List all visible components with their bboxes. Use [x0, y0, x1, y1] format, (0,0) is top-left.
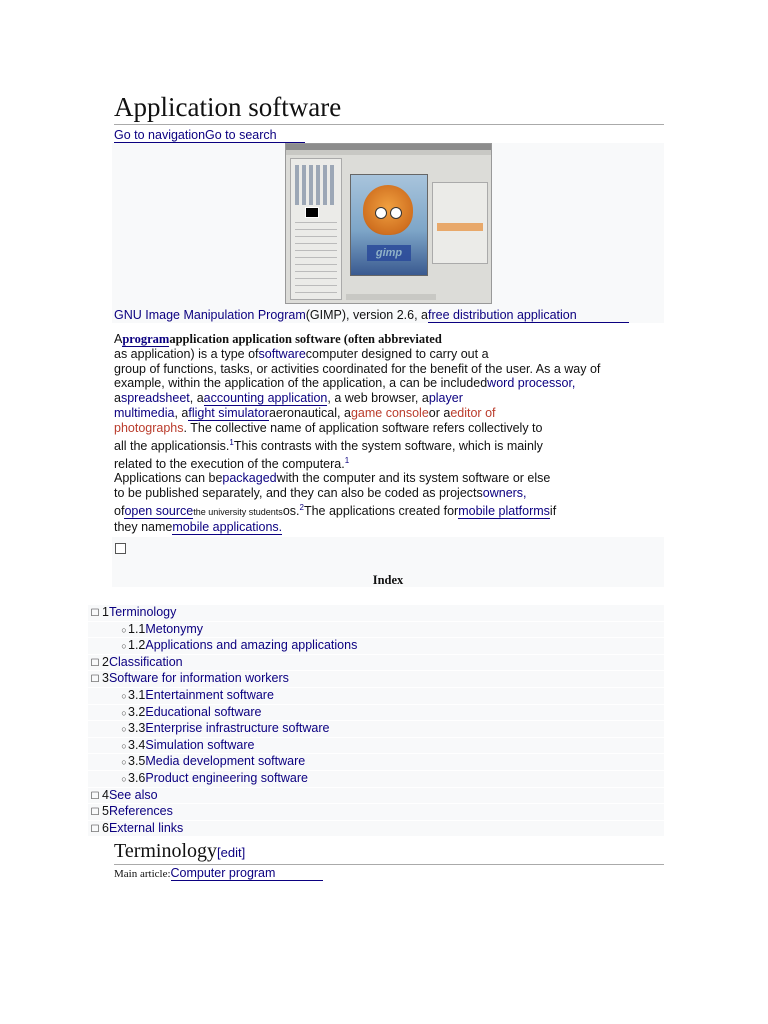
footnote-ref[interactable]: 2 — [299, 502, 304, 512]
link-game-console[interactable]: game console — [350, 405, 429, 420]
footnote-ref[interactable]: 1 — [344, 455, 350, 465]
section-heading-terminology — [114, 840, 664, 865]
text: if — [549, 503, 557, 518]
toc-number: 1.2 — [128, 638, 146, 653]
toc-item[interactable] — [88, 721, 664, 738]
text: of — [114, 503, 125, 518]
caption-link-gimp[interactable]: GNU Image Manipulation Program — [114, 308, 306, 322]
caption-link-free-distribution[interactable]: free distribution application — [428, 308, 629, 323]
circle-bullet-icon: ○ — [121, 773, 127, 784]
toc-number: 1.1 — [128, 621, 146, 636]
square-bullet-icon: ☐ — [90, 657, 100, 669]
toc-list — [88, 605, 664, 837]
toc-number: 3.5 — [128, 754, 146, 769]
link-mobile-applications[interactable]: mobile applications. — [172, 519, 283, 534]
link-mobile-platforms[interactable]: mobile platforms — [458, 503, 550, 518]
toc-header — [112, 537, 664, 587]
jump-links[interactable]: Go to navigationGo to search — [114, 128, 305, 143]
circle-bullet-icon: ○ — [121, 757, 127, 768]
toc-item[interactable] — [88, 788, 664, 805]
square-bullet-icon: ☐ — [90, 823, 100, 835]
toc-number: 5 — [102, 804, 109, 819]
toc-item[interactable] — [88, 821, 664, 838]
toc-item[interactable] — [88, 705, 664, 722]
eye-icon — [390, 207, 402, 219]
text: , a — [189, 391, 204, 406]
toc-link[interactable]: References — [108, 804, 173, 819]
wilber-mascot-icon — [363, 185, 413, 235]
text: a — [114, 391, 121, 406]
toc-item[interactable] — [88, 671, 664, 688]
text: example, within the application of the application, a can be included — [114, 376, 488, 391]
window-statusbar — [346, 294, 436, 300]
eye-icon — [375, 207, 387, 219]
link-word-processor[interactable]: word processor, — [487, 376, 576, 391]
edit-section-link[interactable]: [edit] — [217, 845, 246, 860]
link-photographs[interactable]: photographs — [114, 420, 184, 435]
toc-link[interactable]: Metonymy — [145, 621, 204, 636]
toc-item[interactable] — [88, 804, 664, 821]
circle-bullet-icon: ○ — [121, 740, 127, 751]
text: group of functions, tasks, or activities coordinated for the benefit of the user. As a way of — [114, 361, 601, 376]
link-software[interactable]: software — [258, 346, 306, 361]
link-packaged[interactable]: packaged — [222, 471, 277, 485]
layers-panel — [432, 182, 488, 264]
toc-number: 2 — [102, 654, 109, 669]
text: . The collective name of application software refers collectively to — [183, 420, 543, 435]
link-flight-simulator[interactable]: flight simulator — [188, 405, 269, 420]
color-swatch — [305, 207, 319, 218]
toc-number: 4 — [102, 787, 109, 802]
text: computer designed to carry out a — [305, 346, 489, 361]
hatnote — [114, 866, 323, 880]
toc-link[interactable]: Entertainment software — [145, 687, 274, 702]
circle-bullet-icon: ○ — [121, 624, 127, 635]
image-canvas — [350, 174, 428, 276]
link-owners[interactable]: owners, — [482, 485, 527, 500]
toc-number: 3.2 — [128, 704, 146, 719]
text: all the applicationsis. — [114, 438, 230, 453]
link-player[interactable]: player — [428, 391, 463, 406]
toc-number: 6 — [102, 820, 109, 835]
circle-bullet-icon: ○ — [121, 641, 127, 652]
tool-options-panel — [295, 219, 337, 293]
toc-item[interactable] — [88, 754, 664, 771]
square-bullet-icon: ☐ — [90, 674, 100, 686]
toc-link[interactable]: Enterprise infrastructure software — [145, 721, 330, 736]
toc-item[interactable] — [88, 738, 664, 755]
toolbox-panel — [290, 158, 342, 300]
window-menubar — [286, 150, 491, 155]
toc-item[interactable] — [88, 638, 664, 655]
toc-link[interactable]: Applications and amazing applications — [145, 638, 358, 653]
text: to be published separately, and they can also be coded as projects — [114, 485, 483, 500]
toc-item[interactable] — [88, 605, 664, 622]
circle-bullet-icon: ○ — [121, 707, 127, 718]
toc-link[interactable]: Media development software — [145, 754, 306, 769]
toc-item[interactable] — [88, 622, 664, 639]
link-spreadsheet[interactable]: spreadsheet — [120, 391, 190, 406]
text: with the computer and its system software or else — [276, 471, 551, 485]
toc-item[interactable] — [88, 771, 664, 788]
toc-link[interactable]: Terminology — [108, 605, 177, 619]
hatnote-label: Main article: — [114, 868, 171, 880]
toc-link[interactable]: Educational software — [145, 704, 262, 719]
toc-item[interactable] — [88, 688, 664, 705]
toc-toggle-checkbox[interactable] — [115, 543, 126, 554]
text: This contrasts with the system software, which is mainly — [233, 438, 543, 453]
small-text: the university students — [193, 506, 283, 517]
toc-number: 3.4 — [128, 737, 146, 752]
figure-caption — [114, 308, 629, 322]
toc-item[interactable] — [88, 655, 664, 672]
circle-bullet-icon: ○ — [121, 724, 127, 735]
toc-number: 3.3 — [128, 721, 146, 736]
text: aeronautical, a — [268, 405, 351, 420]
link-editor-of[interactable]: editor of — [450, 405, 496, 420]
toc-number: 3.6 — [128, 770, 146, 785]
text: Applications can be — [114, 471, 223, 485]
link-computer-program[interactable]: Computer program — [171, 866, 324, 881]
toc-link[interactable]: Software for information workers — [108, 671, 289, 686]
text: they name — [114, 519, 173, 534]
bold-lead: application application software (often abbreviated — [169, 332, 442, 346]
packaging-paragraph — [114, 471, 634, 534]
text: as application) is a type of — [114, 346, 259, 361]
footnote-ref[interactable]: 1 — [229, 437, 234, 447]
layer-row — [437, 223, 483, 231]
link-program[interactable]: program — [122, 332, 170, 346]
text: A — [114, 332, 123, 346]
link-accounting-application[interactable]: accounting application — [203, 391, 328, 406]
toc-link[interactable]: External links — [108, 820, 184, 835]
toc-link[interactable]: Classification — [108, 654, 183, 669]
gimp-logo-text: gimp — [367, 245, 411, 261]
square-bullet-icon: ☐ — [90, 790, 100, 802]
figure — [112, 143, 664, 323]
toc-number: 3 — [102, 671, 109, 686]
toc-link[interactable]: Simulation software — [145, 737, 255, 752]
text: , a — [174, 405, 189, 420]
toc-number: 1 — [102, 605, 109, 619]
toc-number: 3.1 — [128, 687, 146, 702]
tool-icons-grid — [295, 165, 337, 205]
square-bullet-icon: ☐ — [90, 608, 100, 619]
page-title: Application software — [114, 92, 664, 125]
caption-text: (GIMP), version 2.6, a — [305, 308, 429, 322]
square-bullet-icon: ☐ — [90, 807, 100, 819]
toc-title: Index — [372, 573, 404, 587]
toc-link[interactable]: See also — [108, 787, 158, 802]
text: The applications created for — [303, 503, 459, 518]
link-multimedia[interactable]: multimedia — [114, 405, 175, 420]
gimp-screenshot-image[interactable] — [285, 143, 492, 304]
text: or a — [428, 405, 451, 420]
text: related to the execution of the computera. — [114, 456, 345, 471]
toc-link[interactable]: Product engineering software — [145, 770, 308, 785]
intro-paragraph — [114, 332, 634, 471]
link-open-source[interactable]: open source — [124, 503, 194, 518]
text: os. — [282, 503, 300, 518]
text: , a web browser, a — [327, 391, 429, 406]
section-heading-text: Terminology — [114, 840, 218, 862]
circle-bullet-icon: ○ — [121, 690, 127, 701]
